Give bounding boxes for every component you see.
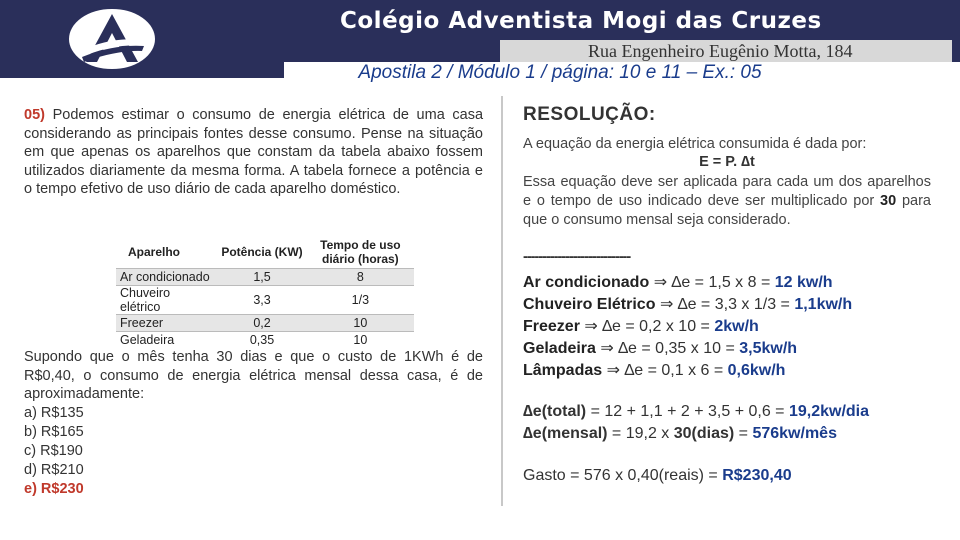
calc-line xyxy=(523,338,797,358)
arrow-icon: ⇒ xyxy=(600,340,614,357)
cost-line xyxy=(523,467,792,485)
cell-aparelho: Freezer xyxy=(116,315,217,332)
calc-result: 12 kw/h xyxy=(774,274,833,291)
cell-tempo: 8 xyxy=(307,269,414,286)
option-d: d) R$210 xyxy=(24,462,84,478)
total-label: ∆e(total) xyxy=(523,403,587,420)
calc-result: 3,5kw/h xyxy=(739,340,798,357)
separator-line: ---------------------------- xyxy=(523,249,631,265)
resolution-title: RESOLUÇÃO: xyxy=(523,104,656,125)
school-address: Rua Engenheiro Eugênio Motta, 184 xyxy=(588,41,853,61)
arrow-icon: ⇒ xyxy=(653,274,668,291)
appliance-name: Chuveiro Elétrico xyxy=(523,296,656,313)
cell-aparelho: Chuveiro elétrico xyxy=(116,286,217,315)
calc-expr: ∆e = 1,5 x 8 = xyxy=(671,274,775,291)
cell-potencia: 0,2 xyxy=(217,315,306,332)
arrow-icon: ⇒ xyxy=(659,296,674,313)
arrow-icon: ⇒ xyxy=(584,318,598,335)
cost-result: R$230,40 xyxy=(722,467,792,484)
appliance-name: Lâmpadas xyxy=(523,362,603,379)
cell-aparelho: Geladeira xyxy=(116,332,217,347)
problem-number: 05) xyxy=(24,107,45,123)
cell-tempo: 10 xyxy=(307,315,414,332)
col-header-aparelho: Aparelho xyxy=(128,245,181,259)
monthly-label: ∆e(mensal) xyxy=(523,425,608,442)
table-row xyxy=(116,332,414,347)
energy-formula: E = P. ∆t xyxy=(699,154,755,170)
cell-potencia: 3,3 xyxy=(217,286,306,315)
monthly-energy-line xyxy=(523,425,837,443)
table-row xyxy=(116,286,414,315)
calc-expr: ∆e = 0,2 x 10 = xyxy=(602,318,715,335)
appliance-name: Geladeira xyxy=(523,340,596,357)
cell-potencia: 1,5 xyxy=(217,269,306,286)
appliance-table xyxy=(116,236,414,346)
table-row xyxy=(116,269,414,286)
problem-statement xyxy=(24,106,483,199)
appliance-name: Ar condicionado xyxy=(523,274,650,291)
calc-line xyxy=(523,294,852,314)
calc-expr: ∆e = 0,1 x 6 = xyxy=(624,362,728,379)
col-header-tempo: Tempo de uso diário (horas) xyxy=(320,238,401,266)
table-row xyxy=(116,315,414,332)
total-expr: = 12 + 1,1 + 2 + 3,5 + 0,6 = xyxy=(586,403,789,420)
total-result: 19,2kw/dia xyxy=(788,403,869,420)
cost-expr: Gasto = 576 x 0,40(reais) = xyxy=(523,467,723,484)
option-b: b) R$165 xyxy=(24,424,84,440)
arrow-icon: ⇒ xyxy=(606,362,620,379)
monthly-result: 576kw/mês xyxy=(752,425,837,442)
option-c: c) R$190 xyxy=(24,443,83,459)
desc-text-a: Essa equação deve ser aplicada para cada um dos aparelhos e o tempo de uso indicado deve ser multiplicado por xyxy=(523,174,931,209)
calc-result: 0,6kw/h xyxy=(727,362,786,379)
monthly-days: 30(dias) xyxy=(673,425,735,442)
calc-line xyxy=(523,316,759,336)
cell-tempo: 10 xyxy=(307,332,414,347)
cell-potencia: 0,35 xyxy=(217,332,306,347)
cell-tempo: 1/3 xyxy=(307,286,414,315)
problem-continuation: Supondo que o mês tenha 30 dias e que o custo de 1KWh é de R$0,40, o consumo de energia elétrica mensal dessa casa, é de aproximadamente: xyxy=(24,349,483,402)
school-name: Colégio Adventista Mogi das Cruzes xyxy=(340,8,822,34)
calc-result: 2kw/h xyxy=(714,318,759,335)
desc-days: 30 xyxy=(880,193,897,209)
resolution-intro: A equação da energia elétrica consumida é dada por: xyxy=(523,136,867,152)
appliance-name: Freezer xyxy=(523,318,580,335)
calc-line xyxy=(523,360,785,380)
option-e-correct: e) R$230 xyxy=(24,481,84,497)
calc-expr: ∆e = 3,3 x 1/3 = xyxy=(677,296,795,313)
monthly-expr-a: = 19,2 x xyxy=(607,425,674,442)
calc-line xyxy=(523,272,833,292)
apostila-title: Apostila 2 / Módulo 1 / página: 10 e 11 – Ex.: 05 xyxy=(358,62,762,83)
column-divider xyxy=(501,96,503,506)
calc-result: 1,1kw/h xyxy=(794,296,853,313)
col-header-potencia: Potência (KW) xyxy=(221,245,303,259)
desc-text-b: para que o consumo mensal seja considerado. xyxy=(523,193,931,228)
monthly-expr-b: = xyxy=(734,425,753,442)
cell-aparelho: Ar condicionado xyxy=(116,269,217,286)
option-a: a) R$135 xyxy=(24,405,84,421)
problem-text: Podemos estimar o consumo de energia elétrica de uma casa considerando as principais fontes desse consumo. Pense na situação em que apenas os aparelhos que constam da tabela abaixo fossem utilizados diariamente da mesma forma. A tabela fornece a potência e o tempo efetivo de uso diário de cada aparelho doméstico. xyxy=(24,107,484,197)
school-logo xyxy=(64,6,160,72)
calc-expr: ∆e = 0,35 x 10 = xyxy=(618,340,740,357)
resolution-description xyxy=(523,173,931,230)
appliance-table-wrap xyxy=(112,236,440,346)
total-energy-line xyxy=(523,403,869,421)
